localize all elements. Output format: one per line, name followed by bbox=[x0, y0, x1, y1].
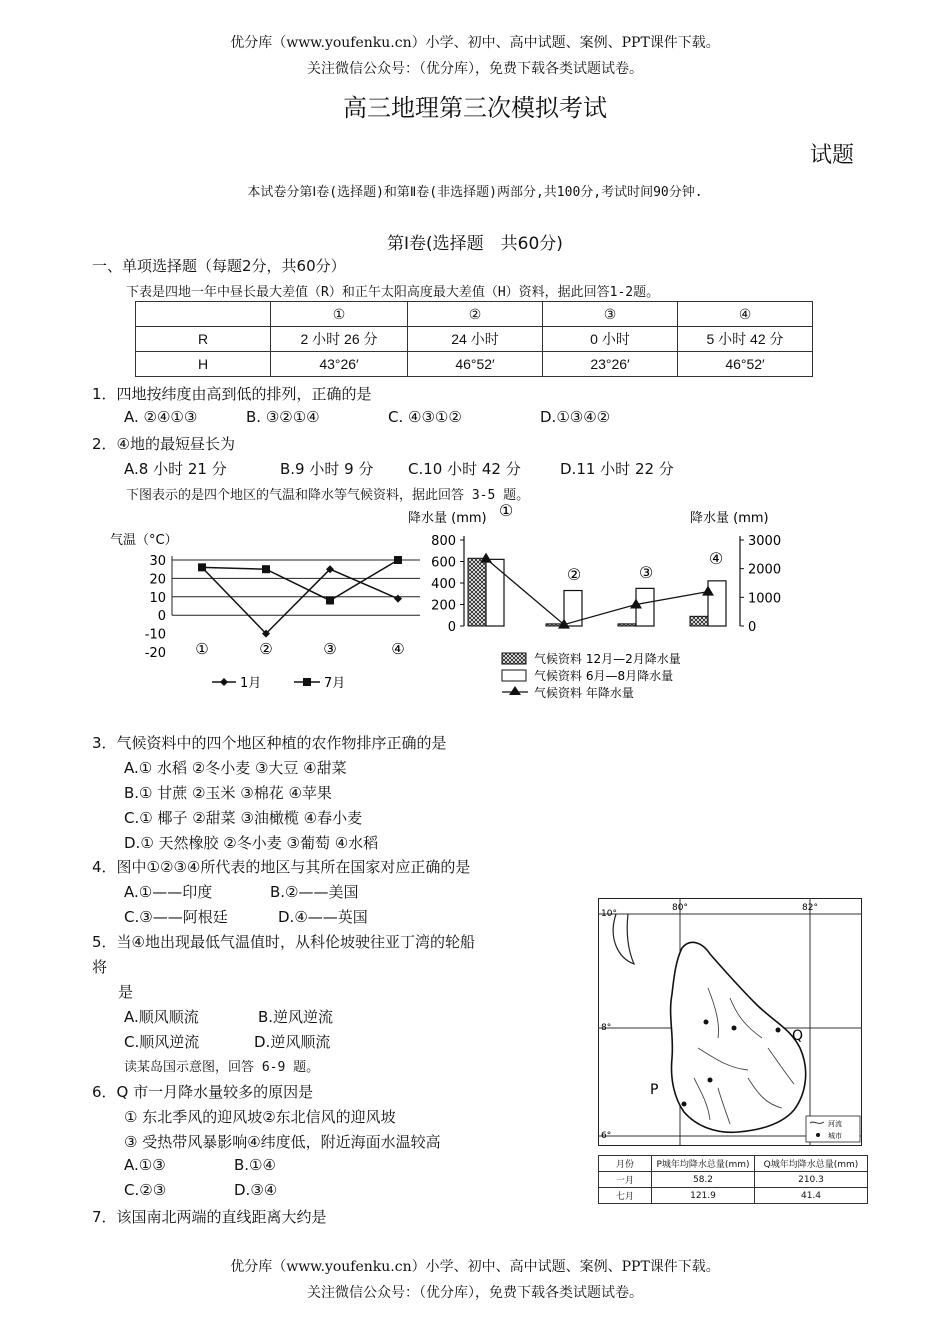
precip-category-label: ③ bbox=[638, 563, 654, 582]
precip-right-tick: 2000 bbox=[748, 562, 782, 578]
map-table-header bbox=[599, 1156, 868, 1172]
footer-line-2: 关注微信公众号：（优分库），免费下载各类试题试卷。 bbox=[307, 1285, 643, 1301]
q5-stem-end: 是 bbox=[118, 983, 134, 1001]
temp-y-tick: -20 bbox=[144, 646, 166, 661]
table-row bbox=[136, 352, 813, 377]
temp-jul-point bbox=[262, 565, 270, 573]
precip-right-tick: 0 bbox=[748, 620, 757, 635]
temp-y-tick: 30 bbox=[149, 554, 166, 569]
q6-stem: 6．Q 市一月降水量较多的原因是 bbox=[92, 1083, 314, 1101]
q4-option-a: A.①——印度 bbox=[124, 883, 213, 901]
q6-option-d: D.③④ bbox=[234, 1181, 278, 1199]
precipitation-chart bbox=[402, 502, 792, 702]
table-cell: 0 小时 bbox=[543, 327, 678, 352]
q2-option-b: B.9 小时 9 分 bbox=[280, 460, 374, 478]
temp-y-tick: -10 bbox=[144, 627, 166, 643]
q6-statement-2: ③ 受热带风暴影响④纬度低，附近海面水温较高 bbox=[124, 1133, 441, 1151]
precip-left-tick: 800 bbox=[431, 534, 456, 549]
precip-annual-line bbox=[486, 559, 708, 625]
q3-option-a: A.① 水稻 ②冬小麦 ③大豆 ④甜菜 bbox=[124, 759, 347, 777]
table-cell: 46°52′ bbox=[678, 352, 813, 377]
legend-jan-marker bbox=[220, 678, 228, 686]
q6-option-c: C.②③ bbox=[124, 1181, 167, 1199]
table-cell: 2 小时 26 分 bbox=[271, 327, 408, 352]
precip-left-tick: 400 bbox=[431, 577, 456, 592]
page-title: 高三地理第三次模拟考试 bbox=[343, 94, 607, 122]
q3-option-b: B.① 甘蔗 ②玉米 ③棉花 ④苹果 bbox=[124, 784, 332, 802]
lat-6-label: 6° bbox=[601, 1131, 612, 1141]
p-city-label: P bbox=[650, 1082, 659, 1098]
table-cell: 43°26′ bbox=[271, 352, 408, 377]
exam-intro: 本试卷分第Ⅰ卷(选择题)和第Ⅱ卷(非选择题)两部分,共100分,考试时间90分钟. bbox=[247, 185, 703, 200]
table-cell: 月份 bbox=[599, 1156, 652, 1172]
table-cell: ③ bbox=[543, 302, 678, 327]
q3-option-d: D.① 天然橡胶 ②冬小麦 ③葡萄 ④水稻 bbox=[124, 834, 379, 852]
legend-annual-label: 气候资料 年降水量 bbox=[534, 686, 634, 700]
table-cell: ④ bbox=[678, 302, 813, 327]
precip-winter-bar bbox=[618, 624, 636, 626]
precip-left-tick: 600 bbox=[431, 555, 456, 571]
temp-jul-point bbox=[394, 556, 402, 564]
city-dot bbox=[708, 1078, 713, 1083]
q1-option-c: C. ④③①② bbox=[388, 408, 462, 426]
q1-option-a: A. ②④①③ bbox=[124, 408, 198, 426]
q6-option-b: B.①④ bbox=[234, 1156, 276, 1174]
legend-summer-swatch bbox=[502, 670, 526, 681]
q6-option-a: A.①③ bbox=[124, 1156, 166, 1174]
temp-category-label: ② bbox=[259, 640, 273, 658]
q6-statement-1: ① 东北季风的迎风坡②东北信风的迎风坡 bbox=[124, 1108, 396, 1126]
legend-jul-label: 7月 bbox=[324, 676, 346, 691]
precip-right-y-label: 降水量 (mm) bbox=[690, 511, 769, 526]
q1-option-d: D.①③④② bbox=[540, 408, 611, 426]
table-cell: 121.9 bbox=[652, 1188, 755, 1204]
lon-80-label: 80° bbox=[672, 903, 688, 913]
temp-y-tick: 20 bbox=[149, 572, 166, 588]
legend-winter-label: 气候资料 12月—2月降水量 bbox=[534, 652, 681, 666]
lat-10-label: 10° bbox=[601, 909, 617, 919]
legend-city-label: 城市 bbox=[828, 1132, 842, 1140]
legend-city-icon bbox=[816, 1133, 820, 1137]
table-cell: 24 小时 bbox=[408, 327, 543, 352]
precip-summer-bar bbox=[486, 559, 504, 626]
temp-jan-point bbox=[394, 595, 402, 603]
table-cell: 一月 bbox=[599, 1172, 652, 1188]
table-cell: 七月 bbox=[599, 1188, 652, 1204]
temp-category-label: ④ bbox=[391, 640, 405, 658]
header-line-2: 关注微信公众号：（优分库），免费下载各类试题试卷。 bbox=[307, 61, 643, 77]
city-dot bbox=[682, 1102, 687, 1107]
precip-annual-point bbox=[480, 553, 492, 563]
table-cell: P城年均降水总量(mm) bbox=[652, 1156, 755, 1172]
q2-option-c: C.10 小时 42 分 bbox=[408, 460, 521, 478]
temp-category-label: ③ bbox=[323, 640, 337, 658]
temp-y-label: 气温（°C） bbox=[110, 533, 178, 548]
section1-heading: 一、单项选择题（每题2分，共60分） bbox=[92, 257, 346, 275]
precip-summer-bar bbox=[708, 581, 726, 626]
table-cell: 46°52′ bbox=[408, 352, 543, 377]
precip-winter-bar bbox=[468, 558, 486, 626]
part1-heading: 第Ⅰ卷(选择题 共60分) bbox=[387, 234, 563, 254]
q1-option-b: B. ③②①④ bbox=[246, 408, 320, 426]
precip-left-tick: 200 bbox=[431, 598, 456, 614]
precip-category-label: ① bbox=[498, 502, 514, 520]
lead-6-9: 读某岛国示意图，回答 6-9 题。 bbox=[124, 1060, 320, 1075]
lat-8-label: 8° bbox=[601, 1023, 612, 1033]
precip-right-tick: 3000 bbox=[748, 534, 782, 549]
legend-winter-swatch bbox=[502, 653, 526, 664]
table-cell: 5 小时 42 分 bbox=[678, 327, 813, 352]
q1-stem: 1．四地按纬度由高到低的排列，正确的是 bbox=[92, 385, 372, 403]
temp-y-tick: 10 bbox=[149, 590, 166, 606]
table-row bbox=[599, 1188, 868, 1204]
q2-option-a: A.8 小时 21 分 bbox=[124, 460, 227, 478]
lead-3-5: 下图表示的是四个地区的气温和降水等气候资料，据此回答 3-5 题。 bbox=[126, 488, 530, 503]
header-line-1: 优分库（www.youfenku.cn）小学、初中、高中试题、案例、PPT课件下载。 bbox=[230, 35, 720, 51]
legend-annual-marker bbox=[509, 686, 521, 695]
q5-option-a: A.顺风顺流 bbox=[124, 1008, 199, 1026]
q2-option-d: D.11 小时 22 分 bbox=[560, 460, 674, 478]
q3-option-c: C.① 椰子 ②甜菜 ③油橄榄 ④春小麦 bbox=[124, 809, 363, 827]
temp-jul-point bbox=[326, 596, 334, 604]
table-cell bbox=[136, 302, 271, 327]
q-city-label: Q bbox=[792, 1028, 804, 1044]
latitude-data-table bbox=[135, 301, 813, 377]
footer-line-1: 优分库（www.youfenku.cn）小学、初中、高中试题、案例、PPT课件下载。 bbox=[230, 1259, 720, 1275]
temp-jul-point bbox=[198, 563, 206, 571]
table-cell: 58.2 bbox=[652, 1172, 755, 1188]
precip-category-label: ④ bbox=[708, 549, 724, 568]
table-header-row bbox=[136, 302, 813, 327]
precip-right-tick: 1000 bbox=[748, 591, 782, 607]
lead-1-2: 下表是四地一年中昼长最大差值（R）和正午太阳高度最大差值（H）资料，据此回答1-2题。 bbox=[126, 285, 660, 300]
page-subtitle: 试题 bbox=[810, 143, 855, 168]
legend-jul-marker bbox=[303, 678, 311, 686]
q3-stem: 3．气候资料中的四个地区种植的农作物排序正确的是 bbox=[92, 734, 447, 752]
table-cell: H bbox=[136, 352, 271, 377]
map-precip-table bbox=[598, 1155, 868, 1204]
table-cell: Q城年均降水总量(mm) bbox=[755, 1156, 868, 1172]
city-dot bbox=[704, 1020, 709, 1025]
island-map bbox=[598, 898, 862, 1148]
table-cell: R bbox=[136, 327, 271, 352]
precip-category-label: ② bbox=[566, 565, 582, 584]
lon-82-label: 82° bbox=[802, 903, 818, 913]
temp-category-label: ① bbox=[195, 640, 209, 658]
legend-river-label: 河流 bbox=[828, 1120, 842, 1128]
temp-series-line bbox=[202, 560, 398, 600]
q2-stem: 2．④地的最短昼长为 bbox=[92, 435, 235, 453]
precip-left-tick: 0 bbox=[447, 620, 456, 635]
table-row bbox=[136, 327, 813, 352]
q4-stem: 4．图中①②③④所代表的地区与其所在国家对应正确的是 bbox=[92, 858, 471, 876]
temperature-chart bbox=[100, 520, 430, 700]
legend-summer-label: 气候资料 6月—8月降水量 bbox=[534, 669, 674, 683]
q5-stem: 5．当④地出现最低气温值时，从科伦坡驶往亚丁湾的轮船 bbox=[92, 933, 475, 951]
city-dot bbox=[732, 1026, 737, 1031]
q4-option-c: C.③——阿根廷 bbox=[124, 908, 228, 926]
table-cell: 210.3 bbox=[755, 1172, 868, 1188]
precip-left-y-label: 降水量 (mm) bbox=[408, 511, 487, 526]
table-cell: 41.4 bbox=[755, 1188, 868, 1204]
q5-option-d: D.逆风顺流 bbox=[254, 1033, 331, 1051]
table-cell: ② bbox=[408, 302, 543, 327]
q5-stem-cont: 将 bbox=[92, 958, 108, 976]
precip-winter-bar bbox=[690, 616, 708, 626]
temp-y-tick: 0 bbox=[157, 609, 166, 625]
table-row bbox=[599, 1172, 868, 1188]
q5-option-c: C.顺风逆流 bbox=[124, 1033, 200, 1051]
q5-option-b: B.逆风逆流 bbox=[258, 1008, 334, 1026]
q4-option-b: B.②——美国 bbox=[270, 883, 359, 901]
table-cell: 23°26′ bbox=[543, 352, 678, 377]
table-cell: ① bbox=[271, 302, 408, 327]
legend-jan-label: 1月 bbox=[240, 676, 262, 691]
q7-stem: 7．该国南北两端的直线距离大约是 bbox=[92, 1208, 327, 1226]
city-dot bbox=[776, 1028, 781, 1033]
q4-option-d: D.④——英国 bbox=[278, 908, 368, 926]
